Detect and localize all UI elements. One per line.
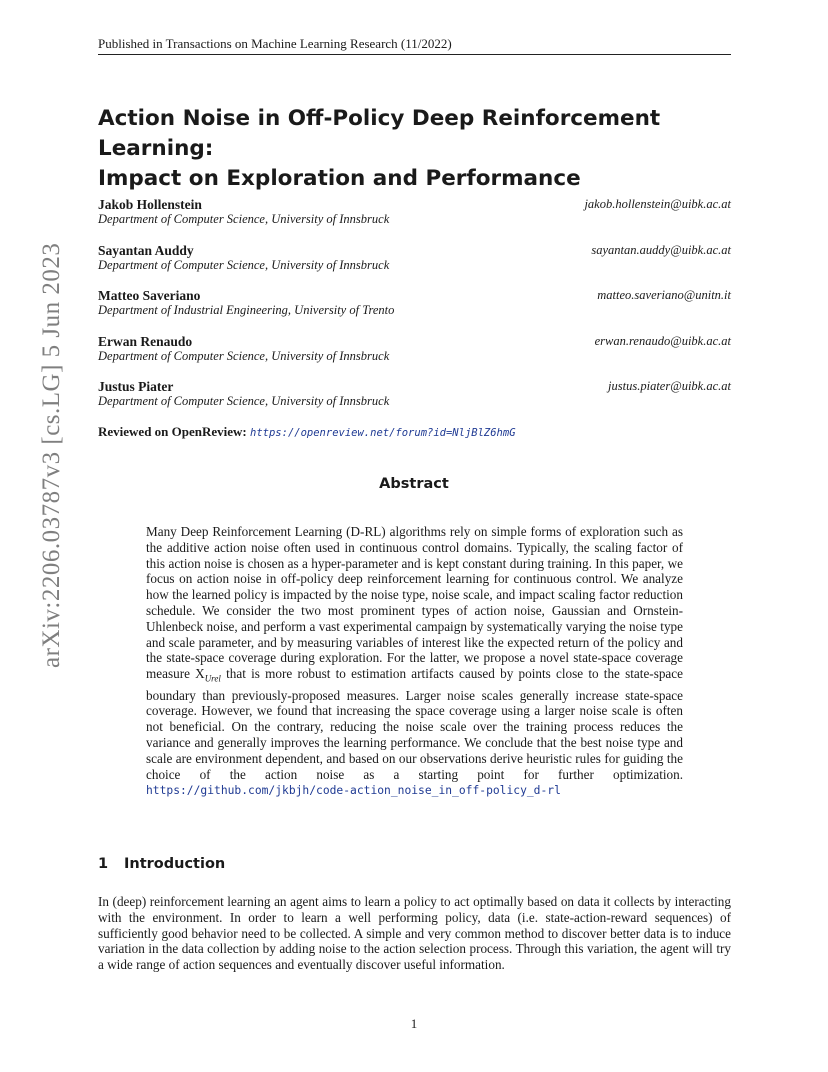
section-heading-introduction [98, 856, 225, 872]
author-name: Matteo Saveriano [98, 288, 201, 303]
author-affiliation: Department of Computer Science, University of Innsbruck [98, 258, 390, 272]
author-block [98, 334, 731, 370]
author-email[interactable]: matteo.saveriano@unitn.it [597, 288, 731, 302]
page-number: 1 [410, 1016, 418, 1031]
author-block [98, 197, 731, 233]
abstract-heading: Abstract [379, 476, 449, 492]
introduction-paragraph: In (deep) reinforcement learning an agent aims to learn a policy to act optimally based on data it collects by interacting with the environment. In order to learn a well performing policy, data (i.e. state-action-reward sequences) of sufficiently good behavior need to be collected. A simple and very common method to discover better data is to induce variation in the data collection by adding noise to the action selection process. Through this variation, the agent will try a wide range of action sequences and eventually discover useful information. [98, 894, 731, 973]
openreview-link[interactable]: https://openreview.net/forum?id=NljBlZ6hmG [250, 427, 516, 439]
author-name: Sayantan Auddy [98, 243, 194, 258]
author-affiliation: Department of Industrial Engineering, University of Trento [98, 303, 395, 317]
section-title: Introduction [124, 856, 226, 872]
abstract-text [146, 524, 683, 799]
openreview-line [98, 424, 516, 440]
header-rule [98, 54, 731, 55]
author-block [98, 243, 731, 279]
running-head: Published in Transactions on Machine Learning Research (11/2022) [98, 36, 452, 51]
author-email[interactable]: sayantan.auddy@uibk.ac.at [591, 243, 731, 257]
title-line-1: Action Noise in Off-Policy Deep Reinforcement Learning: [98, 106, 661, 161]
abstract-text-part-2: that is more robust to estimation artifacts caused by points close to the state-space boundary than previously-proposed measures. Larger noise scales generally increase state-space coverage. However, we found that increasing the space coverage using a larger noise scale is often not beneficial. On the contrary, reducing the noise scale over the training process reduces the variance and generally improves the learning performance. We conclude that the best noise type and scale are environment dependent, and based on our observations derive heuristic rules for guiding the choice of the action noise as a starting point for further optimization. [146, 666, 683, 782]
author-name: Justus Piater [98, 379, 174, 394]
abstract-text-part-1: Many Deep Reinforcement Learning (D-RL) algorithms rely on simple forms of exploration such as the additive action noise often used in continuous control domains. Typically, the scaling factor of this action noise is chosen as a hyper-parameter and is kept constant during training. In this paper, we focus on action noise in off-policy deep reinforcement learning for continuous control. We analyze how the learned policy is impacted by the noise type, noise scale, and impact scaling factor reduction schedule. We consider the two most prominent types of action noise, Gaussian and Ornstein-Uhlenbeck noise, and perform a vast experimental campaign by systematically varying the noise type and scale parameter, and by measuring variables of interest like the expected return of the policy and the state-space coverage during exploration. For the latter, we propose a novel state-space coverage measure X [146, 524, 683, 682]
arxiv-identifier-stamp: arXiv:2206.03787v3 [cs.LG] 5 Jun 2023 [38, 242, 65, 668]
paper-title [98, 104, 738, 194]
coverage-measure-subscript: Urel [204, 673, 221, 684]
author-affiliation: Department of Computer Science, University of Innsbruck [98, 212, 390, 226]
section-number: 1 [98, 856, 109, 872]
code-repository-link[interactable]: https://github.com/jkbjh/code-action_noise_in_off-policy_d-rl [146, 784, 561, 798]
author-email[interactable]: erwan.renaudo@uibk.ac.at [594, 334, 731, 348]
author-block [98, 288, 731, 324]
author-name: Erwan Renaudo [98, 334, 193, 349]
openreview-label: Reviewed on OpenReview: [98, 424, 247, 439]
author-block [98, 379, 731, 415]
author-affiliation: Department of Computer Science, University of Innsbruck [98, 394, 390, 408]
author-email[interactable]: justus.piater@uibk.ac.at [608, 379, 731, 393]
author-affiliation: Department of Computer Science, University of Innsbruck [98, 349, 390, 363]
author-email[interactable]: jakob.hollenstein@uibk.ac.at [584, 197, 731, 211]
title-line-2: Impact on Exploration and Performance [98, 166, 581, 191]
author-name: Jakob Hollenstein [98, 197, 202, 212]
